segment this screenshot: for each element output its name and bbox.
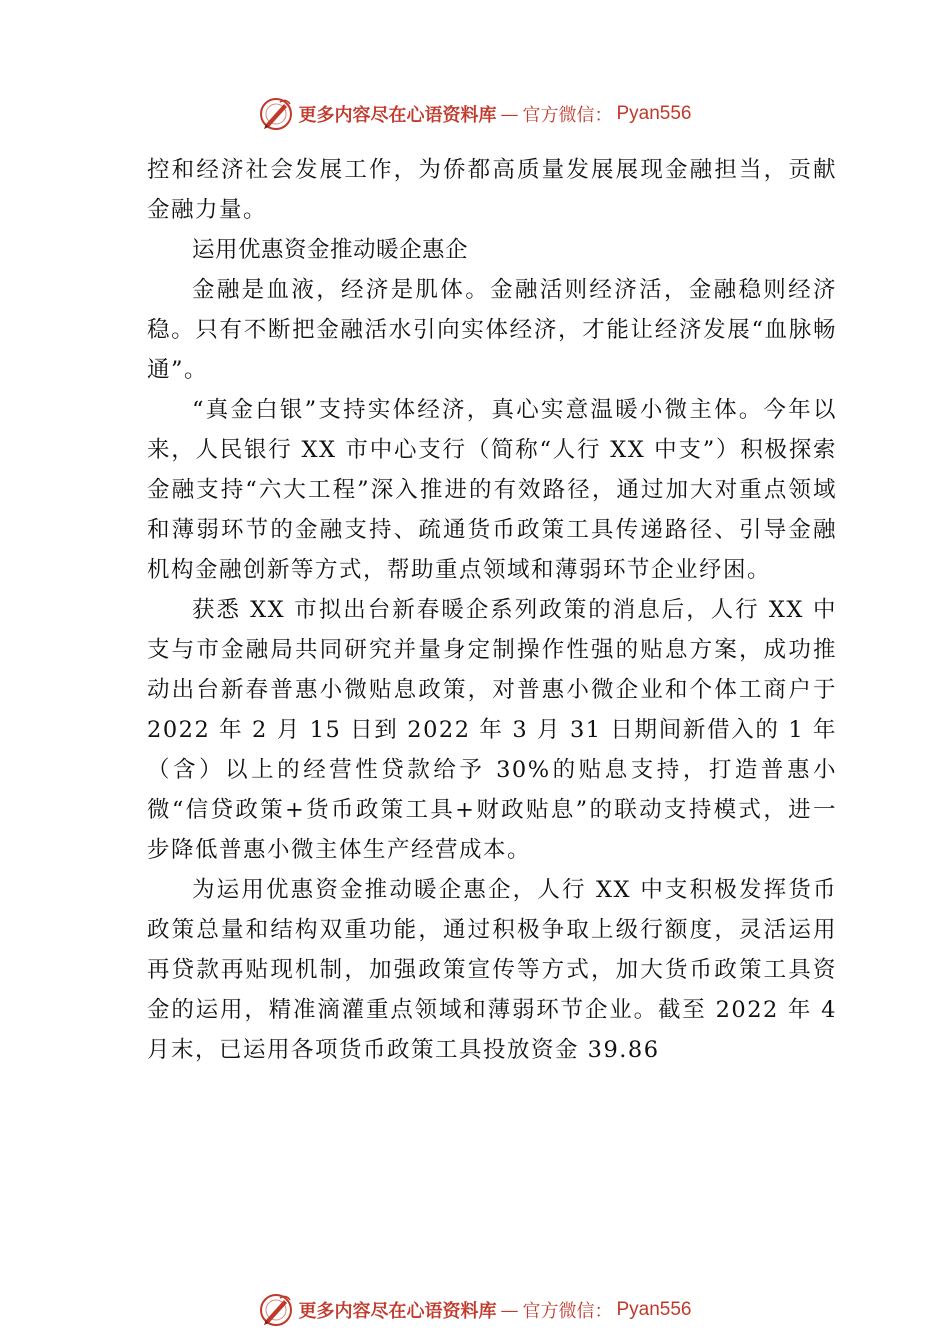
- pen-seal-icon: [258, 1292, 294, 1328]
- footer-banner: [0, 1290, 950, 1330]
- paragraph-1: 金融是血液，经济是肌体。金融活则经济活，金融稳则经济稳。只有不断把金融活水引向实体经济，才能让经济发展“血脉畅通”。: [147, 277, 837, 383]
- footer-wechat-label: 官方微信：: [522, 1301, 613, 1322]
- header-brand-text: 更多内容尽在心语资料库: [298, 105, 497, 126]
- header-banner: [0, 94, 950, 134]
- footer-wechat-id: Pyan556: [616, 1299, 692, 1320]
- pen-seal-icon: [258, 96, 294, 132]
- section-heading: 运用优惠资金推动暖企惠企: [192, 237, 469, 263]
- footer-dash: —: [500, 1299, 519, 1321]
- header-wechat-label: 官方微信：: [522, 105, 613, 126]
- document-body: [147, 150, 837, 1070]
- header-dash: —: [500, 103, 519, 125]
- footer-brand-text: 更多内容尽在心语资料库: [298, 1301, 497, 1322]
- paragraph-continued: 控和经济社会发展工作，为侨都高质量发展展现金融担当，贡献金融力量。: [147, 157, 837, 223]
- paragraph-4: 为运用优惠资金推动暖企惠企，人行 XX 中支积极发挥货币政策总量和结构双重功能，通过积极争取上级行额度，灵活运用再贷款再贴现机制，加强政策宣传等方式，加大货币政策工具资金的运用，精准滴灌重点领域和薄弱环节企业。截至 2022 年 4 月末，已运用各项货币政策工具投放资金 39.86: [147, 877, 837, 1063]
- header-wechat-id: Pyan556: [616, 103, 692, 124]
- paragraph-2: “真金白银”支持实体经济，真心实意温暖小微主体。今年以来，人民银行 XX 市中心支行（简称“人行 XX 中支”）积极探索金融支持“六大工程”深入推进的有效路径，通过加大对重点领域和薄弱环节的金融支持、疏通货币政策工具传递路径、引导金融机构金融创新等方式，帮助重点领域和薄弱环节企业纾困。: [147, 397, 837, 583]
- paragraph-3: 获悉 XX 市拟出台新春暖企系列政策的消息后，人行 XX 中支与市金融局共同研究并量身定制操作性强的贴息方案，成功推动出台新春普惠小微贴息政策，对普惠小微企业和个体工商户于 2022 年 2 月 15 日到 2022 年 3 月 31 日期间新借入的 1 年（含）以上的经营性贷款给予 30%的贴息支持，打造普惠小微“信贷政策+货币政策工具+财政贴息”的联动支持模式，进一步降低普惠小微主体生产经营成本。: [147, 597, 837, 863]
